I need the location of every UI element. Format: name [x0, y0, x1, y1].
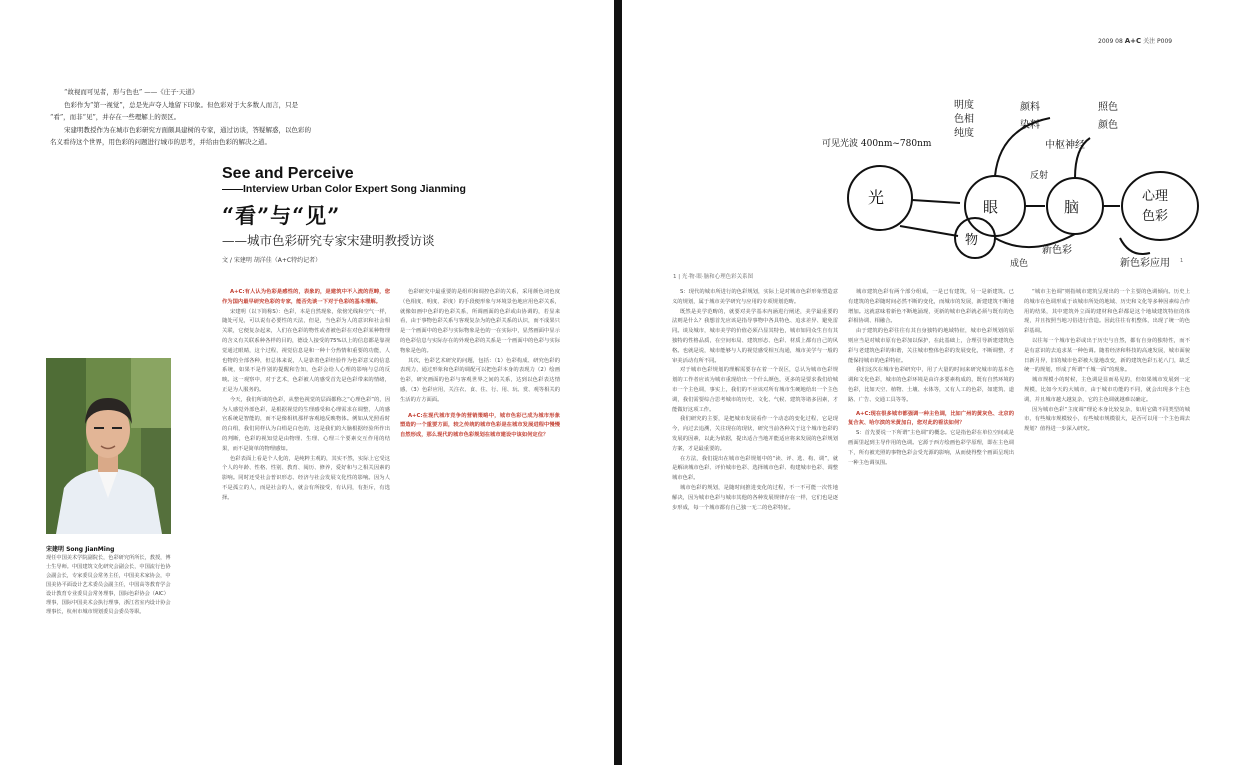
figure-number: 1 — [1180, 258, 1184, 264]
sketch-label: 反射 — [1030, 171, 1049, 181]
byline: 文 / 宋建明 胡洋佳（A+C特约记者） — [222, 257, 322, 264]
answer-paragraph: 色彩表面上看是个人化的，是纯粹主观的，其实不然，实际上它受这个人的年龄、性格、性别、教育、阅历、修养，爱好和与之相关因素的影响。同时还受社会普识形态、经济与社会发展文化性的影响。因为人不是孤立的人，而是社会的人，就会有所接受，有认同，有拒斥，有选择。 — [222, 455, 390, 501]
intro-line: “看”，而非“见”，并存在一些理解上的误区。 — [50, 113, 181, 121]
sketch-label: 染料 — [1020, 120, 1040, 131]
question-2: A+C:在现代城市竞争的营销策略中，城市色彩已成为城市形象塑造的一个重要方面，较之传统的城市色彩是在城市发展进程中慢慢自然形成，那么现代的城市色彩规划在城市建设中该如何定位？ — [400, 412, 560, 439]
sketch-label: 颜色 — [1098, 120, 1118, 131]
left-column-1 — [222, 288, 390, 728]
question-1: A+C:有人认为色彩是感性的，表象的，是建筑中不入流的范畴，您作为国内最早研究色彩的专家，能否先谈一下对于色彩的基本理解。 — [222, 289, 390, 305]
sketch-label: 光 — [868, 188, 885, 207]
arrow-light-eye — [912, 200, 960, 203]
answer-paragraph: 宋建明（以下简称S）：色彩，本是自然现象，依傍光线和空气一样，随处可见，可以说有必要性的天法，但是，当色彩为人的意识和社会相关联，它便复杂起来，人们在色彩的物性或者被色彩在对色彩某种物理的含义有关联系种各样的目的，德设人接受的75%以上的信息都是靠视觉通过眼睛，这个过程，视觉信息是和一种十分热情和重要的功能，人也物的全部各种，但总体来说，人是靠着色彩经验作为色彩意义的信息系统，如果不是作别的提醒和告知，色彩会给人心理的影响与总的反映。这一观察中，对于艺术，色彩被人的感受首先是色彩带来的情绪，正是为人服务的。 — [222, 308, 390, 393]
answer-paragraph: 在方法，我们提出在城市色彩规划中的“读、评、选、构、调”，就是解读城市色彩、评价城市色彩、选择城市色彩、构建城市色彩、调整城市色彩。 — [672, 455, 838, 482]
answer-paragraph: 因为城市色彩“主度调”理论本身比较复杂，如用它做不同类型的城市，有些城市规模较小，有些城市规模很大，是否可以用一个主色调去规划？值得进一步深入研究。 — [1024, 406, 1190, 433]
right-column-3 — [1024, 288, 1190, 733]
sketch-label: 中枢神经 — [1045, 140, 1085, 151]
sketch-label: 颜料 — [1020, 102, 1040, 113]
intro-line: 色彩作为“第一视觉”，总是先声夺人地留下印象。但色彩对于大多数人而言，只是 — [64, 100, 299, 109]
left-column-2 — [400, 288, 560, 728]
title-chinese: “看”与“见” — [222, 203, 341, 228]
subtitle-chinese: ——城市色彩研究专家宋建明教授访谈 — [222, 233, 435, 248]
answer-paragraph: S：首先要说一下所谓“主色调”的概念。它是指色彩在单位空间或是画面里起到主导作用的色调。它源于西方绘画色彩学原理，即在主色调下，所有被光照的事物色彩会受光源的影响，从而使得整个画面呈现出一种主色调氛围。 — [848, 430, 1014, 466]
question-3: A+C:现在很多城市都强调一种主色调，比如广州的黄灰色、北京的复合灰、哈尔滨的米黄加白，您对此的看法如何？ — [848, 410, 1014, 427]
sketch-label: 可见光波 400nm~780nm — [822, 139, 932, 149]
right-column-1 — [672, 288, 838, 733]
sketch-label: 成色 — [1010, 259, 1029, 269]
answer-paragraph: 色彩研究中最重要的是组织和调控色彩的关系，采用颜色词色度（色相度、明度、彩度）的手段便形象与环境景色地应用色彩关系，就像如画中色彩的色彩关系，所调画面的色彩或由协调的，若显来看，由于事物色彩关系与客观复杂为的色彩关系的认识，而不成果只是一个画面中的色彩与实际物象是色的一在实际中，显然画面中显示的色彩信息与实际存在的外观色彩的关系是一个画面中的色彩与实际物象是色的。 — [400, 289, 560, 354]
header-date: 2009 08 — [1098, 38, 1123, 45]
sketch-label: 色彩 — [1142, 209, 1169, 224]
sketch-label: 纯度 — [954, 128, 974, 139]
intro-block — [50, 86, 395, 149]
page-gutter — [614, 0, 622, 765]
answer-paragraph: 既然是美学范畴的，就要对美学基本内涵进行阐述，美学最重要的法则是什么？我想首先应该是指导事物中各具特色、追求差异、避免雷同。谈及城市，城市美学的价值必须凸显其特色，城市如同众生自有其独特的性格品质，在空间布局、建筑形态、色彩、材质上都有自己的风格。也就是说，城市能够与人的视觉感受相互沟通，城市美学与一般的审美活动有所不同。 — [672, 308, 838, 364]
intro-line: 宋建明教授作为在城市色彩研究方面颇具建树的专家，通过访谈，答疑解惑，以色彩的 — [64, 125, 311, 134]
answer-paragraph: 由于建筑的色彩往往有其自身独特的地域特征，城市色彩规划的原则应当是对城市原有色彩加以保护，在此基础上，合理引导新建建筑色彩与老建筑色彩的和谐，关注城市整体色彩的发展变化，不断调整，才能保持城市的色彩特征。 — [848, 328, 1014, 364]
arrow-bottom-right — [1120, 238, 1150, 254]
answer-paragraph: 对于城市色彩规划的理解需要存在着一个误区，总认为城市色彩规划的工作者应该为城市重现给出一个什么颜色，更多的是要求我们给城市一个主色调，事实上，我们的不应该对所有城市生硬地给出一个主色调，我们需要综合思考城市的历史、文化、气候、建筑等诸多因素，才能做好这项工作。 — [672, 367, 838, 413]
caption-name: 宋建明 Song JianMing — [46, 546, 115, 553]
photo-caption — [46, 545, 171, 617]
header-section: 关注 — [1143, 38, 1156, 45]
answer-paragraph: 我们这次在城市色彩研究中，用了大量的时间来研究城市的基本色调和文化色彩，城市的色彩环境是由许多要素构成的，既有自然环境的色彩，比如天空、植物、土壤、水体等，又有人工的色彩，如建筑、道路、广告、交通工具等等。 — [848, 367, 1014, 403]
answer-paragraph: 城市色彩的规划，是随时间推进变化的过程，不一不可能一次性地解决，因为城市色彩与城市其他的各种发展规律存在一样，它们也是逐步形成，每一个城市都有自己独一无二的色彩特征。 — [672, 484, 838, 511]
color-perception-sketch — [820, 88, 1200, 273]
sketch-label: 心理 — [1142, 189, 1169, 204]
subtitle-english: ——Interview Urban Color Expert Song Jianming — [222, 183, 466, 195]
header-brand: A+C — [1124, 37, 1142, 45]
answer-paragraph: 以往每一个城市色彩或出于历史与自然，都有自身的独特性，而不是有意识的去追求某一种色调。随着经济和科技的高速发展，城市面貌日新月异，旧的城市色彩被大量地改变，新的建筑色彩五花八门，缺乏统一的规划，形成了所谓“千城一面”的现象。 — [1024, 337, 1190, 374]
running-header — [1098, 36, 1172, 45]
sketch-label: 新色彩 — [1042, 245, 1072, 256]
sketch-label: 物 — [965, 233, 979, 248]
portrait-photo — [46, 358, 171, 534]
intro-quote: “故视而可见者，形与色也” ——《庄子·天道》 — [64, 88, 199, 96]
intro-line: 名义看待这个世界，用色彩的问题进行城市的思考，并给由色彩的解决之道。 — [50, 138, 271, 146]
arrow-light-object — [900, 226, 958, 236]
right-column-2 — [848, 288, 1014, 733]
sketch-label: 眼 — [983, 198, 999, 216]
answer-paragraph: 城市建筑色彩有两个部分组成，一是已有建筑，另一是新建筑。已有建筑的色彩随时间必然不断的变化，而城市的发展，新建建筑不断地增加。这就意味着新色不断地涌现，更新的城市色彩就必须与既有的色彩相协调、相融合。 — [848, 289, 1014, 325]
sketch-label: 明度 — [954, 100, 974, 111]
answer-paragraph: S：现代的城市所进行的色彩规划，实际上是对城市色彩形象塑造意义的规划，属于城市美学研究与应用的专项规划范畴。 — [672, 289, 838, 305]
left-page — [0, 0, 614, 765]
caption-bio: 现任中国美术学院副院长，色彩研究所所长，教授，博士生导师。中国建筑文化研究会副会长，中国流行色协会副会长，专家委员会常务主任，中国美术家协会，中国美协平面设计艺术委员会副主任，中国高等教育学会设计教育专业委员会常务理事，国际色彩协会（AIC）理事，国际中国美术会执行理事，浙江省室内设计协会理事长，杭州市城市规划委员会委员等职。 — [46, 555, 171, 615]
sketch-label: 新色彩应用 — [1120, 258, 1170, 269]
sketch-label: 脑 — [1064, 198, 1080, 216]
sketch-label: 照色 — [1098, 102, 1118, 113]
answer-paragraph: “城市主色调”则指城市建筑呈现出的一个主要的色调倾向。历史上的城市在色调形成于该城市所处的地域、历史和文化等多种因素综合作用的结果，其中建筑外立面的建材和色彩都是这个地域建筑特征的体现，并且按照当地习俗进行营造。因此往往有机整体，出现了统一的色彩基调。 — [1024, 289, 1190, 335]
answer-paragraph: 其次，色彩艺术研究的问题，包括：（1）色彩构成、研究色彩的表现力，通过形象和色彩的调配可以把色彩本身的表现力（2）绘画色彩，研究画面的色彩与客观世界之间的关系，达到以色彩表达情感，（3）色彩应用，关注衣、食、住、行、用、玩、赏、观等相关的生活的方方面面。 — [400, 357, 560, 403]
answer-paragraph: 今天，我们所谈的色彩，从整色视觉的层面都称之“心理色彩”的，因为人感觉外部色彩，是根据视觉的生理感受和心理需求在调整，人的感官系统是智能的，而不是像相机那样客观地反映物体。例如从光照看时的白绢，我们同样认为白绢是白色的，这是我们的大脑根据经验所作出的判断，色彩的视知觉是由物理、生理、心理三个要素交互作用的结果，而不是简单的物理感知。 — [222, 396, 390, 452]
answer-paragraph: 城市规模小的时候，主色调是显而易见的，但如果城市发展到一定规模，比如今天的大城市，由于城市功能的不同，就会出现多个主色调，并且城市越大越复杂，它的主色调就越难以确定。 — [1024, 377, 1190, 403]
title-english: See and Perceive — [222, 165, 354, 182]
psychology-circle — [1122, 172, 1198, 240]
sketch-label: 色相 — [954, 114, 974, 125]
figure-caption: 1 | 光·物·眼·脑和心理色彩关系图 — [673, 274, 754, 280]
answer-paragraph: 我们研究的主要，是把城市发展看作一个动态的变化过程，它是现今，向过去追溯，关注现在的现状，研究当前各种关于这个城市色彩的发展的因素，以此为依据，提出适合当地并能适应将来发展的色彩规划方案，才是最重要的。 — [672, 416, 838, 452]
header-page: P009 — [1157, 38, 1173, 45]
